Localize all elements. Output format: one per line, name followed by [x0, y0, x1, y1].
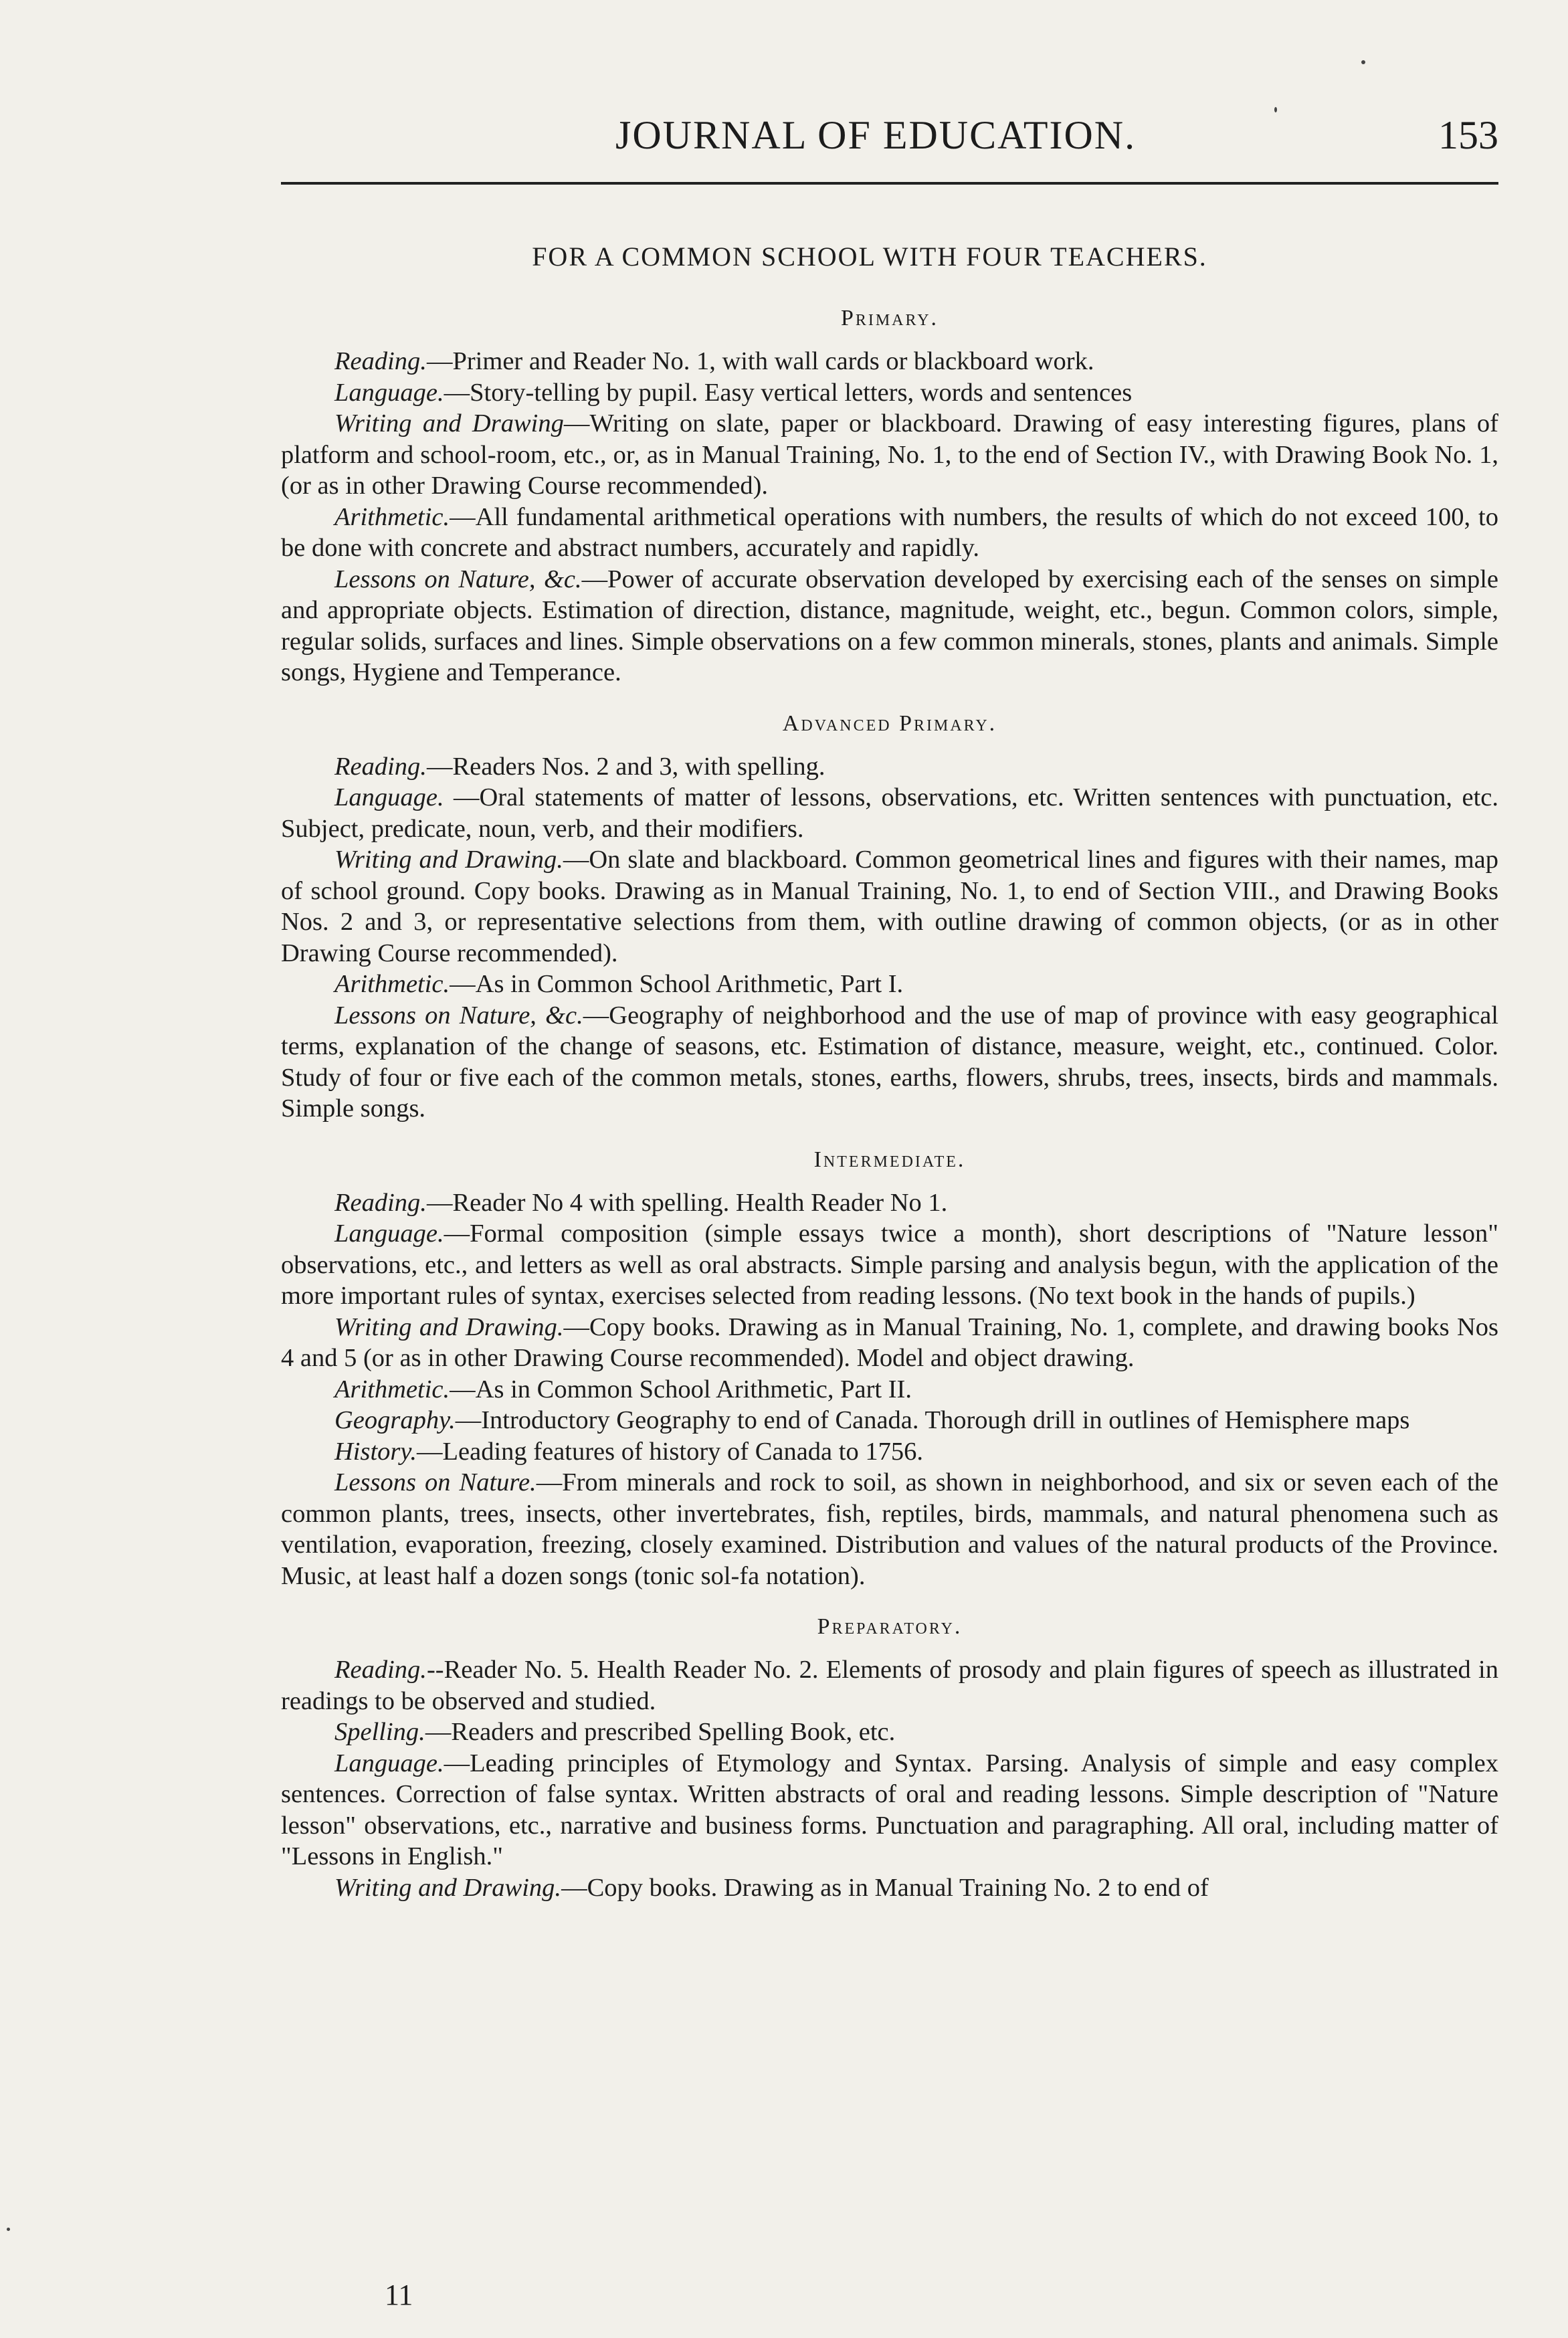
entry-writing-drawing [281, 844, 1498, 969]
entry-label: Arithmetic. [334, 970, 450, 998]
entry-text: —Geography of neighborhood and the use of map of province with easy geographical terms, explanation of the change of seasons, etc. Estimation of distance, measure, weight, etc., continued. Color. Study of four or five each of the common metals, stones, earths, flowers, shrubs, trees, insects, birds and mammals. Simple songs. [281, 1001, 1498, 1123]
curriculum-body [281, 306, 1498, 1903]
group-intermediate [281, 1147, 1498, 1592]
entry-text: —Reader No 4 with spelling. Health Reader No 1. [426, 1188, 948, 1217]
entry-nature-lessons [281, 1467, 1498, 1591]
entry-language [281, 782, 1498, 844]
entry-writing-drawing [281, 1312, 1498, 1374]
entry-history [281, 1436, 1498, 1468]
running-head [281, 100, 1498, 167]
group-primary [281, 306, 1498, 688]
group-heading: Preparatory. [817, 1614, 963, 1639]
entry-label: Language. [334, 1220, 444, 1248]
entry-text: —Writing on slate, paper or blackboard. Drawing of easy interesting figures, plans of platform and school-room, etc., or, as in Manual Training, No. 1, to the end of Section IV., with Drawing Book No. 1, (or as in other Drawing Course recommended). [281, 409, 1498, 500]
entry-text: —All fundamental arithmetical operations with numbers, the results of which do not exceed 100, to be done with concrete and abstract numbers, accurately and rapidly. [281, 502, 1498, 562]
entry-text: —Copy books. Drawing as in Manual Training, No. 1, complete, and drawing books Nos 4 and 5 (or as in other Drawing Course recommended). Model and object drawing. [281, 1312, 1498, 1372]
entry-label: Reading. [334, 1656, 427, 1684]
entry-text: —Leading principles of Etymology and Syntax. Parsing. Analysis of simple and easy complex sentences. Correction of false syntax. Written abstracts of oral and reading lessons. Simple description of "Nature lesson" observations, etc., narrative and business forms. Punctuation and paragraphing. All oral, including matter of "Lessons in English." [281, 1749, 1498, 1870]
entry-label: Lessons on Nature, &c. [334, 565, 582, 593]
entry-geography [281, 1405, 1498, 1436]
entry-label: Writing and Drawing. [334, 846, 563, 874]
entry-label: Writing and Drawing. [334, 1873, 562, 1902]
entry-reading [281, 751, 1498, 783]
group-preparatory [281, 1614, 1498, 1903]
signature-mark: 11 [385, 2278, 413, 2311]
entry-label: Arithmetic. [334, 1375, 450, 1403]
print-speck [1361, 60, 1365, 64]
group-advanced-primary [281, 711, 1498, 1125]
entry-reading [281, 346, 1498, 377]
entry-label: Writing and Drawing. [334, 1312, 564, 1341]
entry-text: —Power of accurate observation developed by exercising each of the senses on simple and appropriate objects. Estimation of direction, distance, magnitude, weight, etc., begun. Common colors, simple, regular solids, surfaces and lines. Simple observations on a few common minerals, stones, plants and animals. Simple songs, Hygiene and Temperance. [281, 565, 1498, 686]
entry-label: Language. [334, 378, 444, 407]
entry-arithmetic [281, 969, 1498, 1000]
entry-label: Spelling. [334, 1718, 425, 1746]
entry-text: —Introductory Geography to end of Canada. Thorough drill in outlines of Hemisphere maps [455, 1406, 1410, 1434]
entry-label: Writing and Drawing [334, 409, 564, 437]
entry-label: Reading. [334, 752, 427, 781]
entry-label: Lessons on Nature. [334, 1468, 536, 1496]
entry-language [281, 1218, 1498, 1312]
entry-text: —Readers Nos. 2 and 3, with spelling. [426, 752, 825, 781]
entry-text: —As in Common School Arithmetic, Part I. [450, 970, 904, 998]
print-speck [7, 2228, 10, 2231]
entry-nature-lessons [281, 1000, 1498, 1125]
entry-language [281, 377, 1498, 409]
entry-label: Reading. [334, 347, 427, 375]
entry-label: Geography. [334, 1406, 456, 1434]
entry-text: —Oral statements of matter of lessons, observations, etc. Written sentences with punctuation, etc. Subject, predicate, noun, verb, and their modifiers. [281, 783, 1498, 843]
group-heading: Primary. [840, 306, 939, 330]
entry-reading [281, 1654, 1498, 1717]
group-heading: Intermediate. [813, 1147, 966, 1172]
entry-label: History. [334, 1437, 417, 1466]
group-heading: Advanced Primary. [782, 710, 997, 736]
entry-writing-drawing [281, 408, 1498, 502]
entry-arithmetic [281, 1374, 1498, 1405]
entry-text: —Copy books. Drawing as in Manual Training No. 2 to end of [561, 1873, 1209, 1902]
header-rule [281, 182, 1498, 185]
entry-text: —Primer and Reader No. 1, with wall cards or blackboard work. [426, 347, 1094, 375]
entry-writing-drawing [281, 1872, 1498, 1904]
entry-text: —Formal composition (simple essays twice a month), short descriptions of "Nature lesson" observations, etc., and letters as well as oral abstracts. Simple parsing and analysis begun, with the application of the more important rules of syntax, exercises selected from reading lessons. (No text book in the hands of pupils.) [281, 1220, 1498, 1310]
entry-text: —As in Common School Arithmetic, Part II. [450, 1375, 912, 1403]
page-number: 153 [1438, 113, 1498, 157]
entry-text: —Story-telling by pupil. Easy vertical letters, words and sentences [444, 378, 1133, 407]
entry-label: Lessons on Nature, &c. [334, 1001, 583, 1030]
entry-text: —On slate and blackboard. Common geometrical lines and figures with their names, map of school ground. Copy books. Drawing as in Manual Training, No. 1, to end of Section VIII., and Drawing Books Nos. 2 and 3, or representative selections from them, with outline drawing of common objects, (or as in other Drawing Course recommended). [281, 846, 1498, 967]
section-title: FOR A COMMON SCHOOL WITH FOUR TEACHERS. [532, 241, 1207, 272]
entry-label: Arithmetic. [334, 502, 450, 531]
entry-label: Language. [334, 783, 444, 811]
entry-text: —From minerals and rock to soil, as shown in neighborhood, and six or seven each of the common plants, trees, insects, other invertebrates, fish, reptiles, birds, mammals, and natural phenomena such as ventilation, evaporation, freezing, closely examined. Distribution and values of the natural products of the Province. Music, at least half a dozen songs (tonic sol-fa notation). [281, 1468, 1499, 1590]
entry-label: Reading. [334, 1188, 427, 1217]
entry-label: Language. [334, 1749, 444, 1777]
entry-text: --Reader No. 5. Health Reader No. 2. Elements of prosody and plain figures of speech as illustrated in readings to be observed and studied. [281, 1656, 1498, 1715]
journal-page [281, 100, 1498, 1926]
print-speck [1274, 107, 1277, 112]
entry-arithmetic [281, 502, 1498, 564]
journal-title: JOURNAL OF EDUCATION. [615, 113, 1137, 157]
entry-reading [281, 1187, 1498, 1219]
entry-text: —Leading features of history of Canada to 1756. [417, 1437, 923, 1466]
entry-language [281, 1748, 1498, 1872]
entry-spelling [281, 1717, 1498, 1748]
entry-text: —Readers and prescribed Spelling Book, etc. [425, 1718, 896, 1746]
entry-nature-lessons [281, 564, 1498, 688]
